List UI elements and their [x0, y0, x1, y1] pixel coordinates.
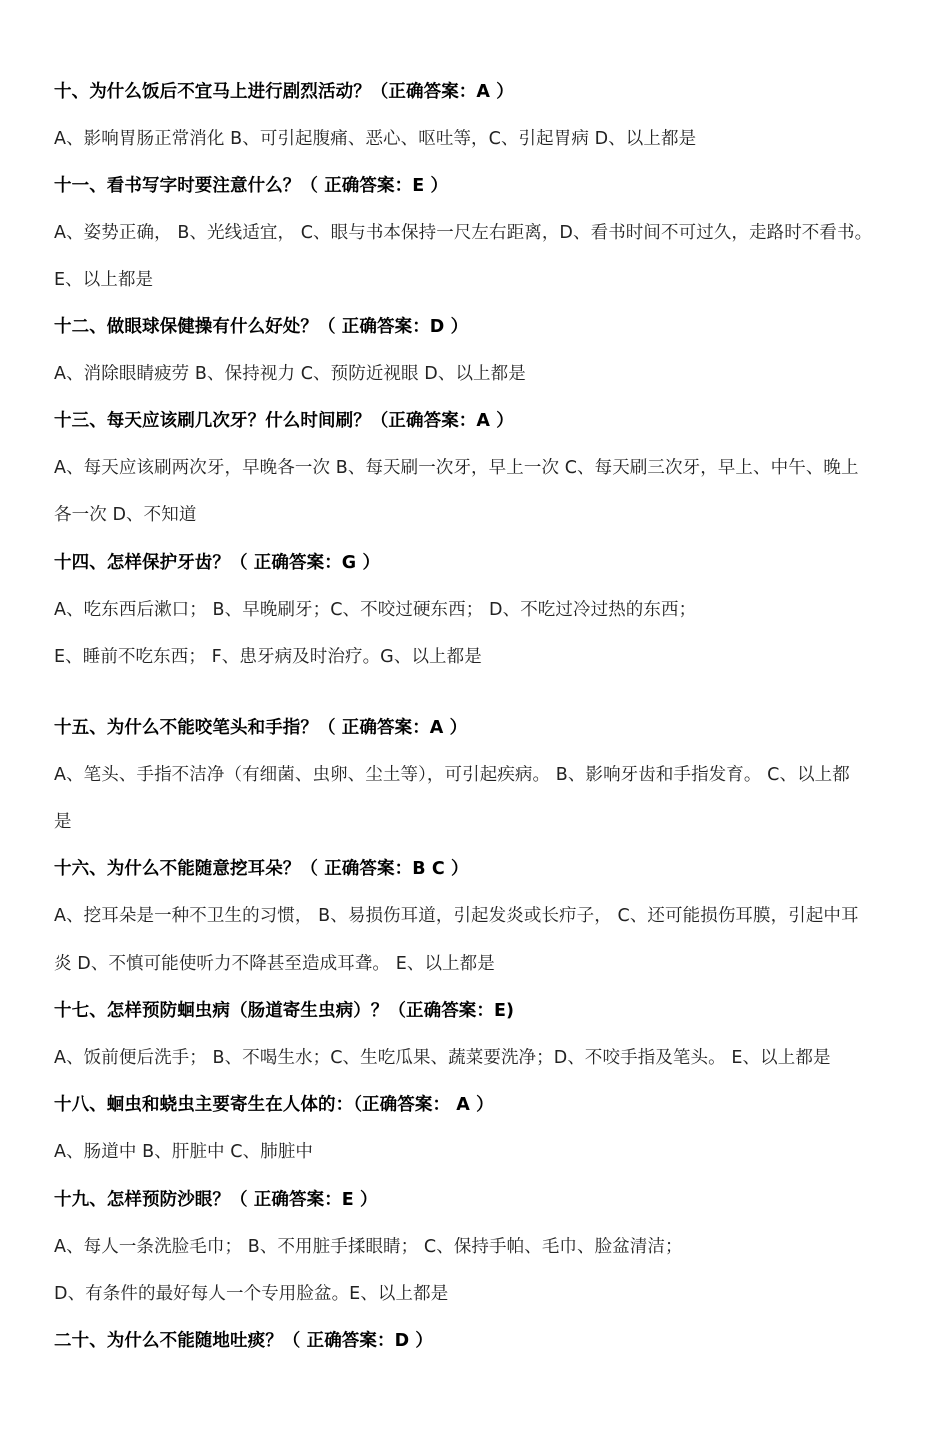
answer-10-options: A、影响胃肠正常消化 B、可引起腹痛、恶心、呕吐等，C、引起胃病 D、以上都是: [54, 129, 697, 149]
answer-17-options: A、饭前便后洗手； B、不喝生水；C、生吃瓜果、蔬菜要洗净；D、不咬手指及笔头。 E、以上都是: [54, 1048, 831, 1068]
answer-14-options-cont: E、睡前不吃东西； F、患牙病及时治疗。G、以上都是: [54, 647, 482, 667]
answer-15-options-cont: 是: [54, 812, 72, 832]
question-11: 十一、看书写字时要注意什么？（ 正确答案：E ）: [54, 176, 449, 196]
question-14: 十四、怎样保护牙齿？（ 正确答案：G ）: [54, 553, 381, 573]
question-12: 十二、做眼球保健操有什么好处？（ 正确答案：D ）: [54, 317, 469, 337]
answer-13-options: A、每天应该刷两次牙，早晚各一次 B、每天刷一次牙，早上一次 C、每天刷三次牙，早上、中午、晚上: [54, 458, 859, 478]
answer-11-options-cont: E、以上都是: [54, 270, 154, 290]
question-18: 十八、蛔虫和蛲虫主要寄生在人体的：（正确答案： A ）: [54, 1095, 494, 1115]
answer-16-options: A、挖耳朵是一种不卫生的习惯， B、易损伤耳道，引起发炎或长疖子， C、还可能损伤耳膜，引起中耳: [54, 906, 859, 926]
answer-18-options: A、肠道中 B、肝脏中 C、肺脏中: [54, 1142, 314, 1162]
question-20: 二十、为什么不能随地吐痰？（ 正确答案：D ）: [54, 1331, 434, 1351]
answer-19-options-cont: D、有条件的最好每人一个专用脸盆。E、以上都是: [54, 1284, 449, 1304]
question-19: 十九、怎样预防沙眼？（ 正确答案：E ）: [54, 1190, 378, 1210]
answer-16-options-cont: 炎 D、不慎可能使听力不降甚至造成耳聋。 E、以上都是: [54, 954, 495, 974]
question-15: 十五、为什么不能咬笔头和手指？（ 正确答案：A ）: [54, 718, 468, 738]
answer-15-options: A、笔头、手指不洁净（有细菌、虫卵、尘土等），可引起疾病。 B、影响牙齿和手指发育。 C、以上都: [54, 765, 850, 785]
answer-13-options-cont: 各一次 D、不知道: [54, 505, 197, 525]
answer-19-options: A、每人一条洗脸毛巾； B、不用脏手揉眼睛； C、保持手帕、毛巾、脸盆清洁；: [54, 1237, 683, 1257]
question-17: 十七、怎样预防蛔虫病（肠道寄生虫病）？（正确答案：E): [54, 1001, 515, 1021]
question-10: 十、为什么饭后不宜马上进行剧烈活动？（正确答案：A ）: [54, 82, 514, 102]
answer-14-options: A、吃东西后漱口； B、早晚刷牙；C、不咬过硬东西； D、不吃过冷过热的东西；: [54, 600, 697, 620]
answer-11-options: A、姿势正确， B、光线适宜， C、眼与书本保持一尺左右距离，D、看书时间不可过久，走路时不看书。: [54, 223, 873, 243]
answer-12-options: A、消除眼睛疲劳 B、保持视力 C、预防近视眼 D、以上都是: [54, 364, 526, 384]
question-16: 十六、为什么不能随意挖耳朵？（ 正确答案：B C ）: [54, 859, 469, 879]
question-13: 十三、每天应该刷几次牙？什么时间刷？（正确答案：A ）: [54, 411, 514, 431]
